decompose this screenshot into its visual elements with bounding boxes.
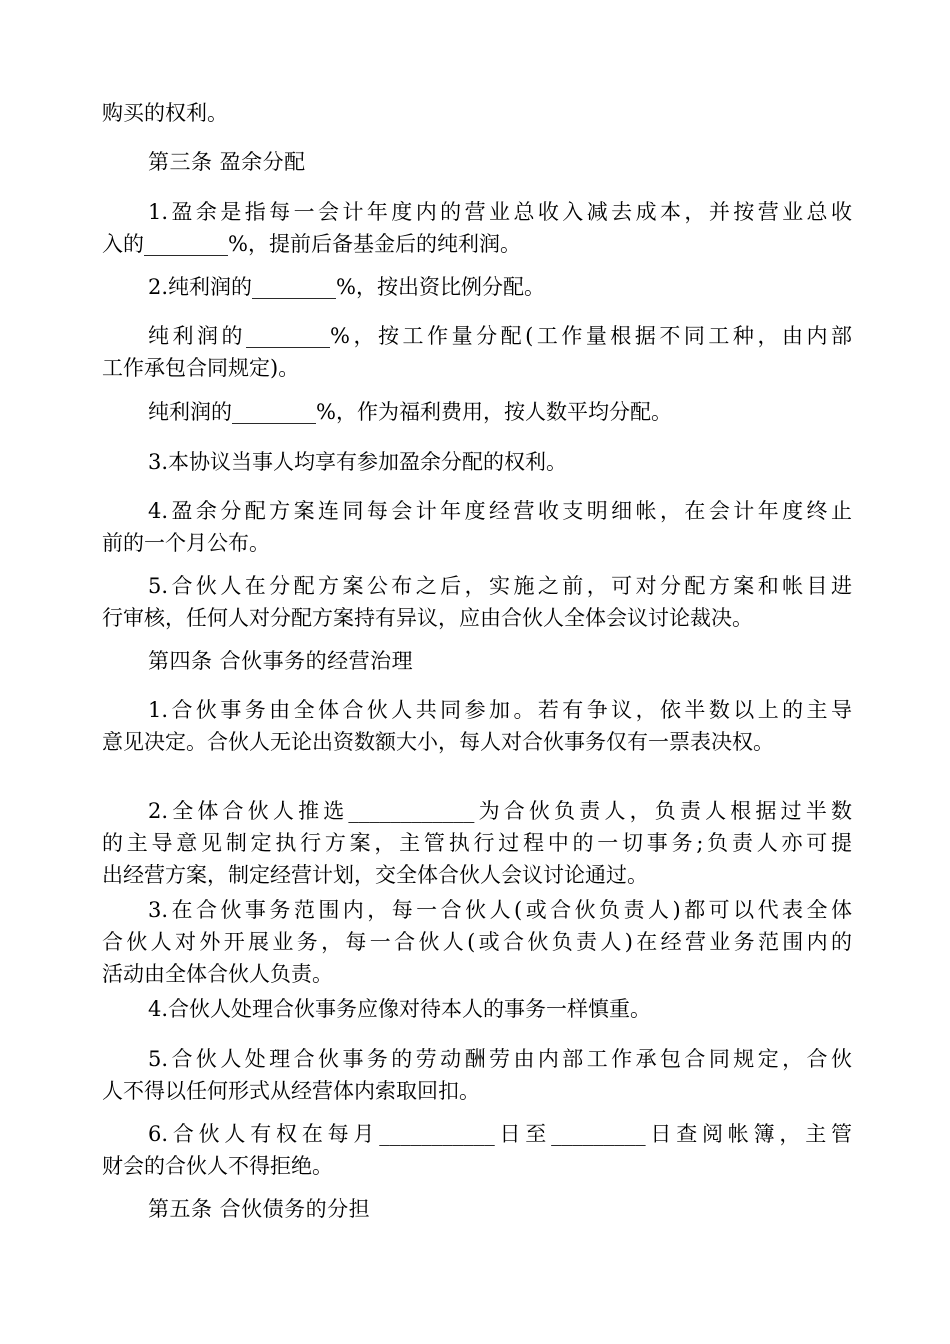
text-line: 5.合伙人处理合伙事务的劳动酬劳由内部工作承包合同规定，合伙 <box>148 1047 852 1071</box>
paragraph-account-inspection <box>102 1118 852 1182</box>
text-line: 6.合伙人有权在每月___________日至_________日查阅帐簿，主管 <box>148 1122 852 1146</box>
text-line: 4.合伙人处理合伙事务应像对待本人的事务一样慎重。 <box>148 997 652 1021</box>
text-line: 2.全体合伙人推选____________为合伙负责人，负责人根据过半数 <box>148 799 852 823</box>
text-line: 财会的合伙人不得拒绝。 <box>102 1154 333 1178</box>
text-line: 前的一个月公布。 <box>102 531 270 555</box>
text-line: 第五条 合伙债务的分担 <box>148 1197 371 1221</box>
text-line: 4.盈余分配方案连同每会计年度经营收支明细帐，在会计年度终止 <box>148 499 852 523</box>
text-line: 第三条 盈余分配 <box>148 150 306 174</box>
paragraph-rights-continuation <box>102 97 852 129</box>
text-line: 合伙人对外开展业务，每一合伙人(或合伙负责人)在经营业务范围内的 <box>102 930 852 954</box>
article-3-heading <box>102 146 898 178</box>
paragraph-profit-welfare <box>102 396 898 428</box>
text-line: 3.本协议当事人均享有参加盈余分配的权利。 <box>148 450 568 474</box>
text-line: 行审核，任何人对分配方案持有异议，应由合伙人全体会议讨论裁决。 <box>102 606 753 630</box>
paragraph-prudence <box>102 993 898 1025</box>
article-4-heading <box>102 645 898 677</box>
paragraph-remuneration <box>102 1043 852 1107</box>
paragraph-surplus-definition <box>102 196 852 260</box>
text-line: 第四条 合伙事务的经营治理 <box>148 649 414 673</box>
text-line: 人不得以任何形式从经营体内索取回扣。 <box>102 1079 480 1103</box>
paragraph-profit-by-workload <box>102 320 852 384</box>
paragraph-responsible-person <box>102 795 852 891</box>
text-line: 纯利润的________%，作为福利费用，按人数平均分配。 <box>148 400 672 424</box>
article-5-heading <box>102 1193 898 1225</box>
paragraph-distribution-right <box>102 446 898 478</box>
paragraph-joint-participation <box>102 694 852 758</box>
text-line: 工作承包合同规定)。 <box>102 356 300 380</box>
text-line: 纯利润的________%，按工作量分配(工作量根据不同工种，由内部 <box>148 324 852 348</box>
text-line: 活动由全体合伙人负责。 <box>102 962 333 986</box>
text-line: 入的________%，提前后备基金后的纯利润。 <box>102 232 521 256</box>
paragraph-profit-by-capital <box>102 271 898 303</box>
text-line: 5.合伙人在分配方案公布之后，实施之前，可对分配方案和帐目进 <box>148 574 852 598</box>
text-line: 3.在合伙事务范围内，每一合伙人(或合伙负责人)都可以代表全体 <box>148 898 852 922</box>
text-line: 的主导意见制定执行方案，主管执行过程中的一切事务;负责人亦可提 <box>102 831 852 855</box>
text-line: 意见决定。合伙人无论出资数额大小，每人对合伙事务仅有一票表决权。 <box>102 730 774 754</box>
text-line: 出经营方案，制定经营计划，交全体合伙人会议讨论通过。 <box>102 863 648 887</box>
paragraph-plan-review <box>102 570 852 634</box>
text-line: 购买的权利。 <box>102 101 228 125</box>
text-line: 1.盈余是指每一会计年度内的营业总收入减去成本，并按营业总收 <box>148 200 852 224</box>
paragraph-plan-announcement <box>102 495 852 559</box>
text-line: 2.纯利润的________%，按出资比例分配。 <box>148 275 545 299</box>
text-line: 1.合伙事务由全体合伙人共同参加。若有争议，依半数以上的主导 <box>148 698 852 722</box>
paragraph-representation <box>102 894 852 990</box>
